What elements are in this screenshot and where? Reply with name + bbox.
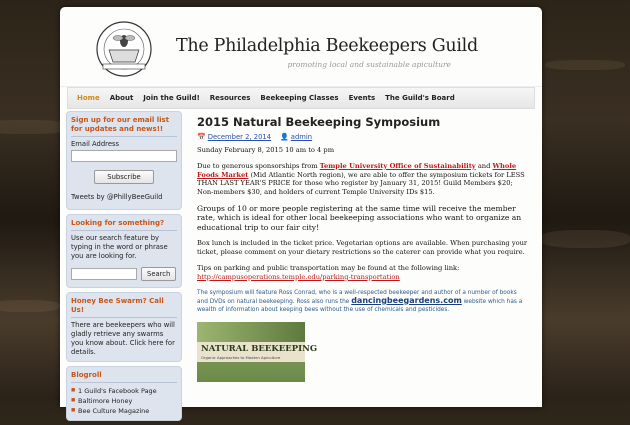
paragraph-text: website which has a wealth of information about keeping bees without the use of chemicals and pesticides. <box>197 298 523 313</box>
parking-link[interactable]: http://campusoperations.temple.edu/parking-transportation <box>197 272 400 281</box>
post-author-link[interactable]: admin <box>290 133 313 141</box>
whole-foods-link[interactable]: Whole Foods Market <box>197 161 517 179</box>
post-paragraph <box>197 264 529 282</box>
post-paragraph: Sunday February 8, 2015 10 am to 4 pm <box>197 146 335 154</box>
swarm-widget-title: Honey Bee Swarm? Call Us! <box>71 297 177 318</box>
nav-about[interactable]: About <box>109 94 134 102</box>
book-cover-image[interactable] <box>197 322 318 382</box>
tweets-link[interactable]: Tweets by @PhillyBeeGuild <box>71 193 163 201</box>
post-paragraph <box>197 162 529 197</box>
post-title[interactable]: 2015 Natural Beekeeping Symposium <box>197 115 441 129</box>
sidebar <box>66 111 182 425</box>
paragraph-text: and <box>475 161 493 170</box>
swarm-widget-text[interactable]: There are beekeepers who will gladly retrieve any swarms you know about. Click here for details. <box>71 321 175 356</box>
temple-link[interactable]: Temple University Office of Sustainability <box>319 161 476 170</box>
site-tagline: promoting local and sustainable apiculture <box>287 60 451 69</box>
nav-events[interactable]: Events <box>348 94 376 102</box>
email-widget-title: Sign up for our email list for updates and news!! <box>71 116 177 137</box>
swarm-widget <box>66 292 182 362</box>
post-paragraph <box>197 289 529 314</box>
book-cover-art <box>197 322 305 342</box>
nav-home[interactable]: Home <box>77 94 100 102</box>
blogroll-item[interactable]: ■ Baltimore Honey <box>71 396 177 406</box>
calendar-icon: 📅 <box>197 133 206 141</box>
nav-classes[interactable]: Beekeeping Classes <box>260 94 339 102</box>
subscribe-button[interactable]: Subscribe <box>94 170 153 184</box>
blogroll-item[interactable]: ■ Bee Culture Magazine <box>71 406 177 416</box>
blogroll-title: Blogroll <box>71 371 177 383</box>
site-title[interactable]: The Philadelphia Beekeepers Guild <box>176 36 478 56</box>
book-title: NATURAL BEEKEEPING <box>201 343 318 354</box>
paragraph-text: (Mid Atlantic North region), we are able to offer the symposium tickets for LESS THAN LAST YEAR'S PRICE for those who register by January 31, 2015! Guild Members $20; Non-members $30, and holders of current Temple University IDs $15. <box>197 170 525 197</box>
post-meta <box>197 133 529 141</box>
search-widget-title: Looking for something? <box>71 219 177 231</box>
post-content <box>197 115 529 382</box>
search-widget-text: Use our search feature by typing in the word or phrase you are looking for. <box>71 234 168 260</box>
paragraph-text: The symposium will feature Ross Conrad, who is a well-respected beekeeper and author of a number of books and DVDs on natural beekeeping. Ross also runs the <box>197 289 517 305</box>
post-date-link[interactable]: December 2, 2014 <box>207 133 272 141</box>
nav-join[interactable]: Join the Guild! <box>143 94 200 102</box>
main-nav <box>67 87 535 109</box>
search-widget <box>66 214 182 288</box>
search-input[interactable] <box>71 268 137 280</box>
author-icon: 👤 <box>280 133 289 141</box>
guild-logo-icon[interactable] <box>95 20 153 78</box>
paragraph-text: Tips on parking and public transportation may be found at the following link: <box>197 264 460 273</box>
post-paragraph: Box lunch is included in the ticket price. Vegetarian options are available. When purchasing your ticket, please comment on your dietary restrictions so the caterer can provide what you require. <box>197 239 528 257</box>
site-header <box>60 7 542 87</box>
paragraph-text: Due to generous sponsorships from <box>197 161 320 170</box>
nav-resources[interactable]: Resources <box>209 94 251 102</box>
blogroll-item[interactable]: ■ 1 Guild's Facebook Page <box>71 386 177 396</box>
email-input[interactable] <box>71 150 177 162</box>
blogroll-widget <box>66 366 182 421</box>
email-signup-widget <box>66 111 182 210</box>
nav-board[interactable]: The Guild's Board <box>385 94 455 102</box>
search-button[interactable]: Search <box>141 267 176 281</box>
book-subtitle: Organic Approaches to Modern Apiculture <box>201 354 281 360</box>
dancingbee-link[interactable]: dancingbeegardens.com <box>351 295 462 305</box>
post-paragraph: Groups of 10 or more people registering at the same time will receive the member rate, which is ideal for other local beekeeping associations who want to organize an educational trip to our fair city! <box>197 203 522 232</box>
page-container <box>60 7 542 415</box>
email-label: Email Address <box>71 140 120 148</box>
